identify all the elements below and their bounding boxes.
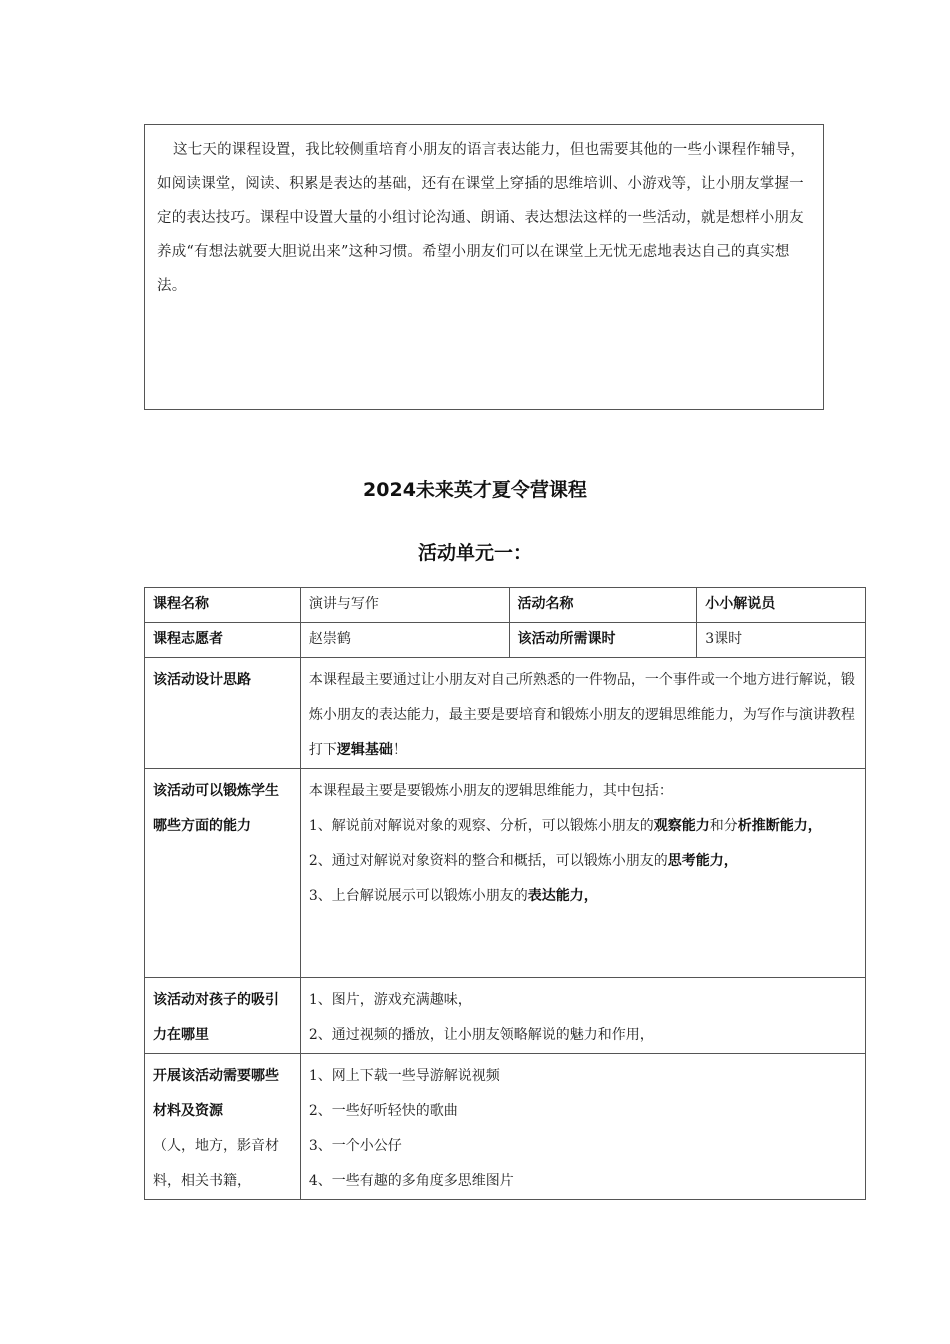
label-appeal: 该活动对孩子的吸引力在哪里 (145, 978, 301, 1054)
abilities-item-1-text: 1、解说前对解说对象的观察、分析，可以锻炼小朋友的 (308, 818, 654, 834)
abilities-text (300, 769, 865, 978)
intro-box (144, 124, 824, 410)
label-materials-main: 开展该活动需要哪些材料及资源 (153, 1068, 279, 1119)
abilities-item-1-bold-2: 析推断能力， (737, 818, 822, 834)
table-row (145, 1054, 866, 1200)
materials-item-1: 1、网上下载一些导游解说视频 (308, 1068, 500, 1084)
table-row (145, 978, 866, 1054)
section-subtitle: 活动单元一： (417, 542, 532, 564)
abilities-item-3 (309, 879, 857, 914)
volunteer-value: 赵崇鹤 (300, 623, 509, 658)
label-materials-note: （人，地方，影音材料，相关书籍， (153, 1138, 279, 1189)
abilities-item-2-bold: 思考能力， (667, 853, 738, 869)
abilities-intro: 本课程最主要是要锻炼小朋友的逻辑思维能力，其中包括： (308, 783, 673, 799)
hours-value: 3课时 (697, 623, 866, 658)
appeal-text (300, 978, 865, 1054)
design-text (300, 658, 865, 769)
abilities-item-3-text: 3、上台解说展示可以锻炼小朋友的 (308, 888, 528, 904)
page-title: 2024未来英才夏令营课程 (363, 479, 587, 501)
label-course-name: 课程名称 (145, 588, 301, 623)
design-body: 本课程最主要通过让小朋友对自己所熟悉的一件物品，一个事件或一个地方进行解说，锻炼小朋友的表达能力，最主要是要培育和锻炼小朋友的逻辑思维能力，为写作与演讲教程打下 (308, 672, 855, 758)
abilities-item-1-mid: 和分 (709, 818, 738, 834)
label-design: 该活动设计思路 (145, 658, 301, 769)
abilities-item-2 (309, 844, 857, 879)
materials-item-3: 3、一个小公仔 (308, 1138, 402, 1154)
abilities-item-3-bold: 表达能力， (527, 888, 598, 904)
label-hours: 该活动所需课时 (509, 623, 697, 658)
label-abilities: 该活动可以锻炼学生哪些方面的能力 (145, 769, 301, 978)
appeal-item-1: 1、图片，游戏充满趣味， (308, 992, 472, 1008)
design-end: ！ (392, 742, 407, 758)
table-row (145, 588, 866, 623)
design-bold: 逻辑基础 (336, 742, 393, 758)
abilities-item-1 (309, 809, 857, 844)
label-activity-name: 活动名称 (509, 588, 697, 623)
materials-item-2: 2、一些好听轻快的歌曲 (308, 1103, 458, 1119)
label-volunteer: 课程志愿者 (145, 623, 301, 658)
abilities-item-2-text: 2、通过对解说对象资料的整合和概括，可以锻炼小朋友的 (308, 853, 668, 869)
course-name-value: 演讲与写作 (300, 588, 509, 623)
table-row (145, 658, 866, 769)
intro-paragraph: 这七天的课程设置，我比较侧重培育小朋友的语言表达能力，但也需要其他的一些小课程作辅导，如阅读课堂，阅读、积累是表达的基础，还有在课堂上穿插的思维培训、小游戏等，让小朋友掌握一定的表达技巧。课程中设置大量的小组讨论沟通、朗诵、表达想法这样的一些活动，就是想样小朋友养成“有想法就要大胆说出来”这种习惯。希望小朋友们可以在课堂上无忧无虑地表达自己的真实想法。 (157, 142, 806, 294)
activity-table (144, 587, 866, 1200)
table-row (145, 623, 866, 658)
appeal-item-2: 2、通过视频的播放，让小朋友领略解说的魅力和作用， (308, 1027, 654, 1043)
label-materials (145, 1054, 301, 1200)
abilities-item-1-bold: 观察能力 (653, 818, 710, 834)
materials-item-4: 4、一些有趣的多角度多思维图片 (308, 1173, 514, 1189)
activity-name-value: 小小解说员 (697, 588, 866, 623)
table-row (145, 769, 866, 978)
materials-text (300, 1054, 865, 1200)
